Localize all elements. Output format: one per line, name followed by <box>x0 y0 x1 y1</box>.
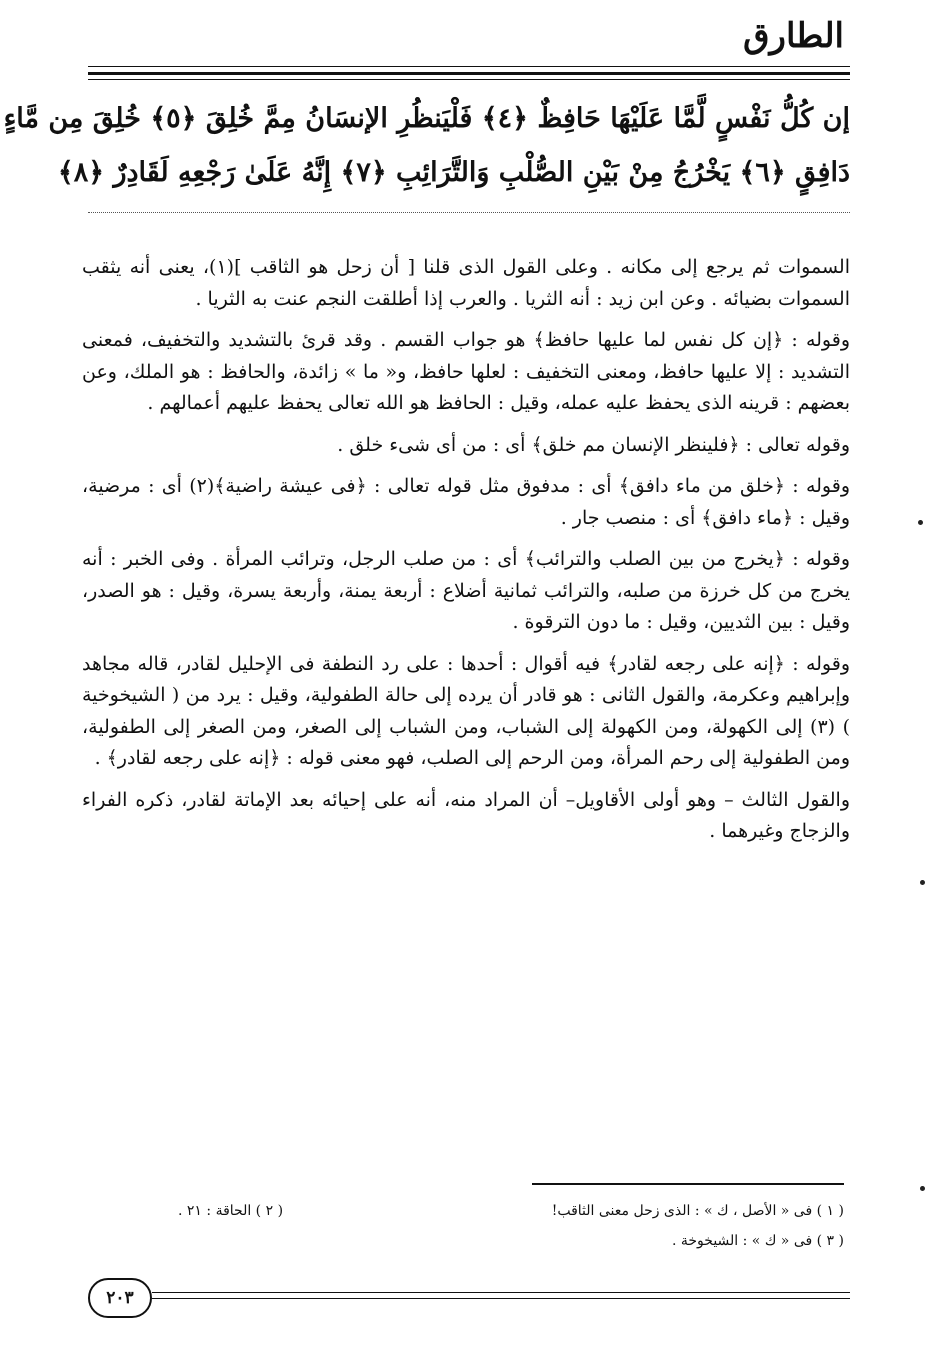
header-rule-thick <box>88 72 850 75</box>
footnote-1: ( ١ ) فى « الأصل ، ك » : الذى زحل معنى الثاقب! <box>551 1203 844 1219</box>
footnote-row-1 <box>88 1196 844 1226</box>
footnote-2: ( ٢ ) الحاقة : ٢١ . <box>178 1203 284 1219</box>
verse-line-1: إن كُلُّ نَفْسٍ لَّمَّا عَلَيْهَا حَافِظٌ ﴿٤﴾ فَلْيَنظُرِ الإنسَانُ مِمَّ خُلِقَ ﴿٥﴾ خُلِقَ مِن مَّاءٍ <box>3 103 850 134</box>
footer-rule-2 <box>152 1298 850 1299</box>
verse-line-2: دَافِقٍ ﴿٦﴾ يَخْرُجُ مِنْ بَيْنِ الصُّلْبِ وَالتَّرَائِبِ ﴿٧﴾ إِنَّهُ عَلَىٰ رَجْعِهِ لَقَادِرٌ ﴿٨﴾ <box>57 157 850 188</box>
commentary-text <box>82 252 850 858</box>
paragraph-3: وقوله تعالى : ﴿فلينظر الإنسان مم خلق﴾ أى : من أى شىء خلق . <box>337 433 850 456</box>
footnotes <box>88 1196 844 1256</box>
footer-rule-1 <box>152 1292 850 1293</box>
margin-mark <box>920 880 925 885</box>
verses-divider <box>88 212 850 213</box>
footnote-separator <box>532 1183 844 1185</box>
surah-title: الطارق <box>743 16 844 56</box>
page-number-badge <box>88 1278 152 1318</box>
header-rule-top <box>88 66 850 67</box>
paragraph-1: السموات ثم يرجع إلى مكانه . وعلى القول الذى قلنا [ أن زحل هو الثاقب ](١)، يعنى أنه يثقب السموات بضيائه . وعن ابن زيد : أنه الثريا . والعرب إذا أطلقت النجم عنت به الثريا . <box>82 256 850 310</box>
quran-verses-block <box>3 92 850 200</box>
paragraph-6: وقوله : ﴿إنه على رجعه لقادر﴾ فيه أقوال : أحدها : على رد النطفة فى الإحليل لقادر، قاله مجاهد وإبراهيم وعكرمة، والقول الثانى : هو قادر أن يرده إلى حالة الطفولية، وقيل : يرد من ( الشيخوخية ) (٣) إلى الكهولة، ومن الكهولة إلى الشباب، ومن الشباب إلى الصغر، ومن الصغر إلى الطفولية، ومن الطفولية إلى رحم المرأة، ومن الرحم إلى الصلب، فهو معنى قوله : ﴿إنه على رجعه لقادر﴾ . <box>82 652 850 769</box>
paragraph-4: وقوله : ﴿خلق من ماء دافق﴾ أى : مدفوق مثل قوله تعالى : ﴿فى عيشة راضية﴾(٢) أى : مرضية، وقيل : ﴿ماء دافق﴾ أى : منصب جار . <box>82 475 850 529</box>
page-number: ٢٠٣ <box>88 1278 152 1318</box>
margin-mark <box>918 520 923 525</box>
paragraph-2: وقوله : ﴿إن كل نفس لما عليها حافظ﴾ هو جواب القسم . وقد قرئ بالتشديد والتخفيف، فمعنى التشديد : إلا عليها حافظ، ومعنى التخفيف : لعلها حافظ، و« ما » زائدة، والحافظ : هو الملك، وعن بعضهم : قرينه الذى يحفظ عليه عمله، وقيل : الحافظ هو الله تعالى يحفظ عليهم أعمالهم . <box>82 329 850 414</box>
paragraph-5: وقوله : ﴿يخرج من بين الصلب والترائب﴾ أى : من صلب الرجل، وترائب المرأة . وفى الخبر : أنه يخرج من كل خرزة من صلبه، والترائب ثمانية أضلاع : أربعة يمنة، وأربعة يسرة، وقيل : هو الصدر، وقيل : بين الثديين، وقيل : ما دون الترقوة . <box>82 548 850 633</box>
footnote-3: ( ٣ ) فى « ك » : الشيخوخة . <box>671 1233 844 1249</box>
paragraph-7: والقول الثالث – وهو أولى الأقاويل– أن المراد منه، أنه على إحيائه بعد الإماتة لقادر، ذكره الفراء والزجاج وغيرهما . <box>82 788 850 842</box>
margin-mark <box>920 1186 925 1191</box>
header-rule-bottom <box>88 79 850 80</box>
footnote-row-2 <box>88 1226 844 1256</box>
